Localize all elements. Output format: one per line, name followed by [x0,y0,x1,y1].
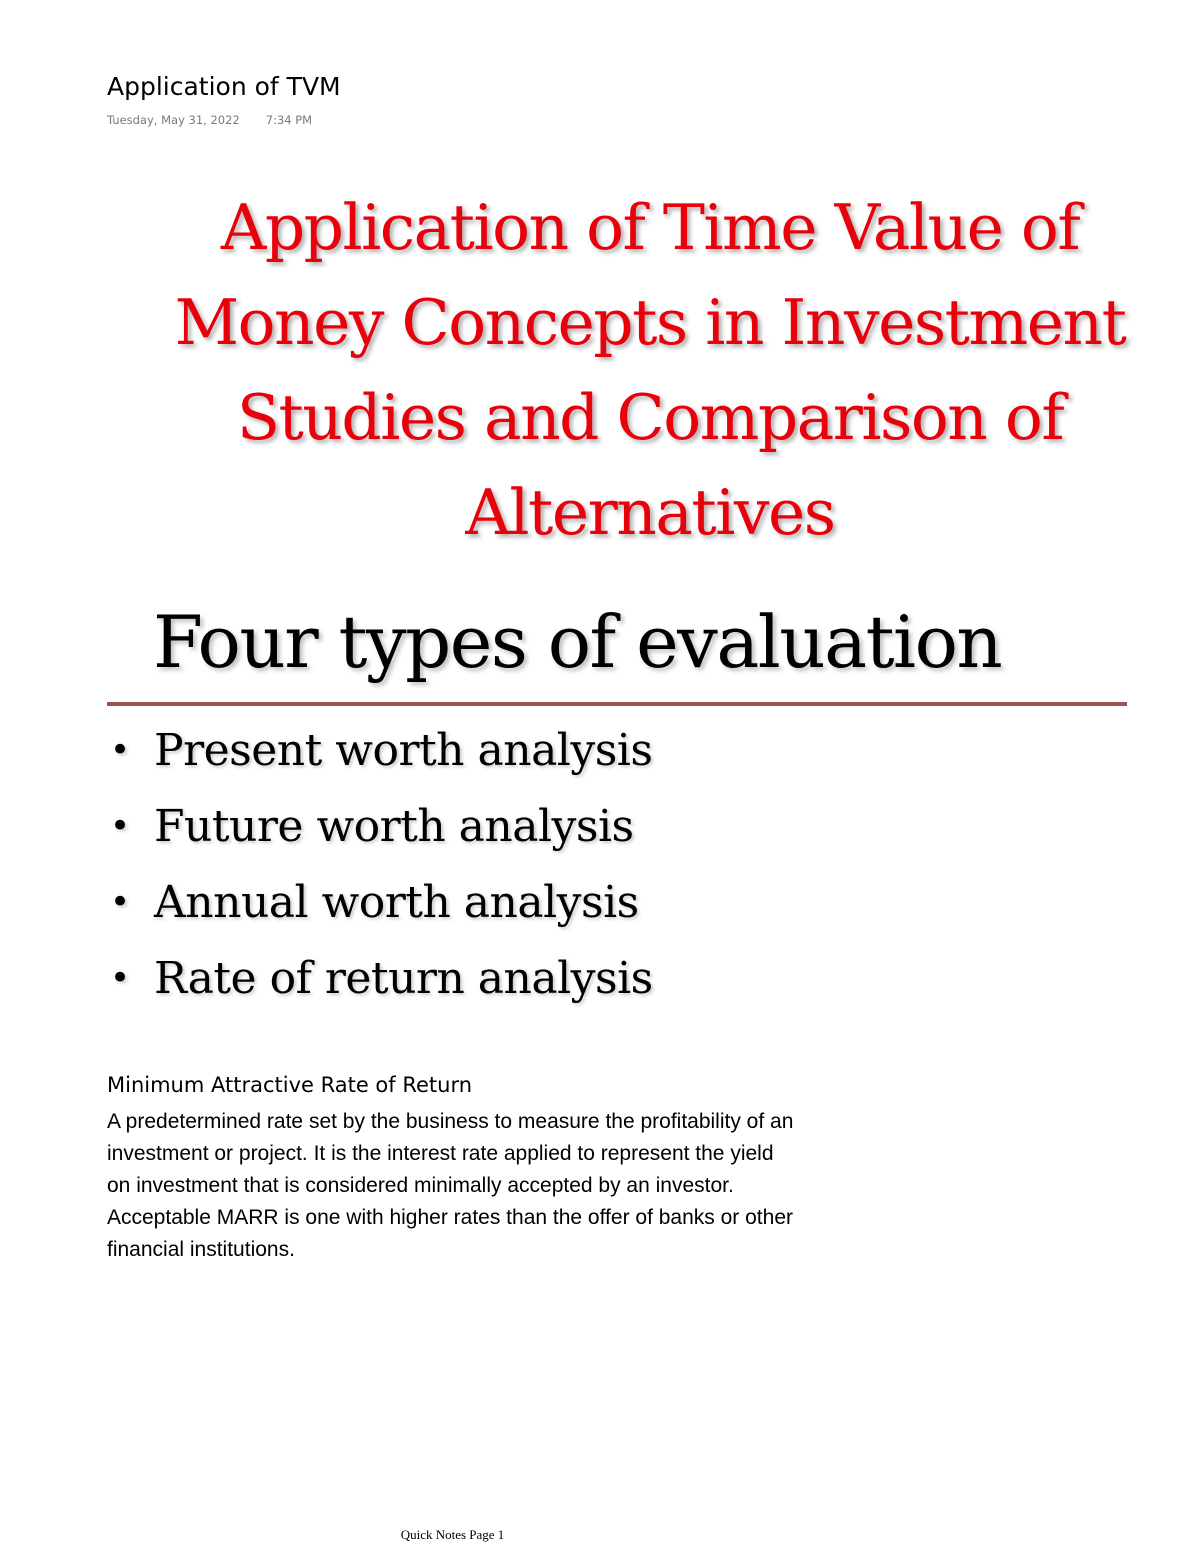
list-item [110,940,653,1016]
slide-title-image [100,180,1200,560]
bullet-icon: • [110,882,130,922]
bullet-icon: • [110,958,130,998]
evaluation-list [110,712,653,1016]
list-item [110,712,653,788]
slide-title-line: Alternatives [465,476,835,549]
slide-title-line: Application of Time Value of [220,191,1080,264]
evaluation-heading: Four types of evaluation [153,600,1002,684]
section-body: A predetermined rate set by the business to measure the profitability of an investment or project. It is the interest rate applied to represent the yield on investment that is considered minimally accepted by an investor. Acceptable MARR is one with higher rates than the offer of banks or other financial institutions. [107,1110,794,1261]
bullet-icon: • [110,730,130,770]
page-timestamp [107,113,312,127]
slide-title-line: Money Concepts in Investment [174,286,1126,359]
slide-title-line: Studies and Comparison of [236,381,1064,454]
bullet-icon: • [110,806,130,846]
page-title: Application of TVM [107,72,341,101]
section-heading: Minimum Attractive Rate of Return [107,1073,473,1097]
list-item [110,788,653,864]
list-item-label: Rate of return analysis [154,952,653,1004]
page-date: Tuesday, May 31, 2022 [107,113,240,127]
page-footer: Quick Notes Page 1 [400,1527,505,1542]
list-item-label: Annual worth analysis [154,876,639,928]
list-item-label: Present worth analysis [154,724,653,776]
page-time: 7:34 PM [265,113,313,127]
list-item [110,864,653,940]
heading-divider [107,702,1127,706]
list-item-label: Future worth analysis [154,800,634,852]
